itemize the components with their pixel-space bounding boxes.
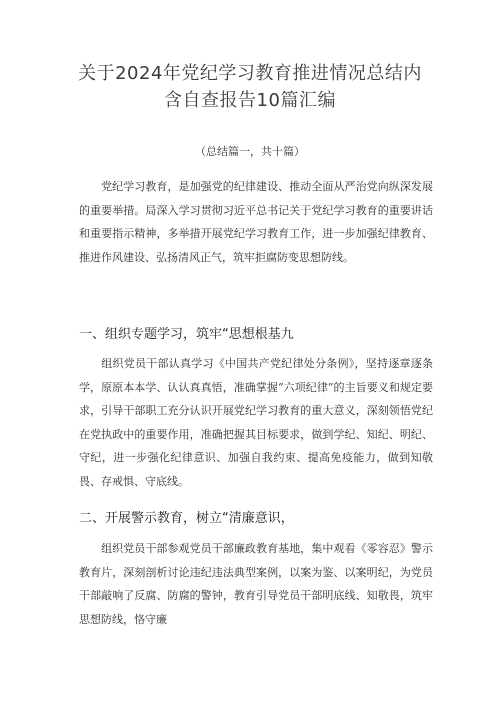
intro-paragraph-text: 党纪学习教育，是加强党的纪律建设、推动全面从严治党向纵深发展的重要举措。局深入学习贯彻习近平总书记关于党纪学习教育的重要讲话和重要指示精神，多举措开展党纪学习教育工作，进一步加强纪律教育、推进作风建设、弘扬清风正气，筑牢拒腐防变思想防线。 bbox=[79, 180, 433, 264]
section-2-paragraph bbox=[79, 537, 433, 631]
section-heading-1: 一、组织专题学习，筑牢“思想根基九 bbox=[79, 327, 294, 342]
section-heading-2: 二、开展警示教育，树立“清廉意识， bbox=[79, 511, 294, 526]
title-line-2: 含自查报告10篇汇编 bbox=[164, 90, 336, 111]
document-title bbox=[60, 60, 440, 114]
intro-paragraph bbox=[79, 175, 433, 269]
title-line-1: 关于2024年党纪学习教育推进情况总结内 bbox=[78, 63, 422, 84]
section-1-paragraph-text: 组织党员干部认真学习《中国共产党纪律处分条例》，坚持逐章逐条学，原原本本学、认认真真悟，准确掌握“六项纪律”的主旨要义和规定要求，引导干部职工充分认识开展党纪学习教育的重大意义，深刻领悟党纪在党执政中的重要作用，准确把握其目标要求，做到学纪、知纪、明纪、守纪，进一步强化纪律意识、加强自我约束、提高免疫能力，做到知敬畏、存戒惧、守底线。 bbox=[79, 357, 433, 488]
document-subtitle: （总结篇一，共十篇） bbox=[195, 145, 305, 158]
section-2-paragraph-text: 组织党员干部参观党员干部廉政教育基地，集中观看《零容忍》警示教育片，深刻剖析讨论违纪违法典型案例，以案为鉴、以案明纪，为党员干部敲响了反腐、防腐的警钟，教育引导党员干部明底线、知敬畏，筑牢思想防线，恪守廉 bbox=[79, 542, 433, 626]
section-1-paragraph bbox=[79, 352, 433, 494]
